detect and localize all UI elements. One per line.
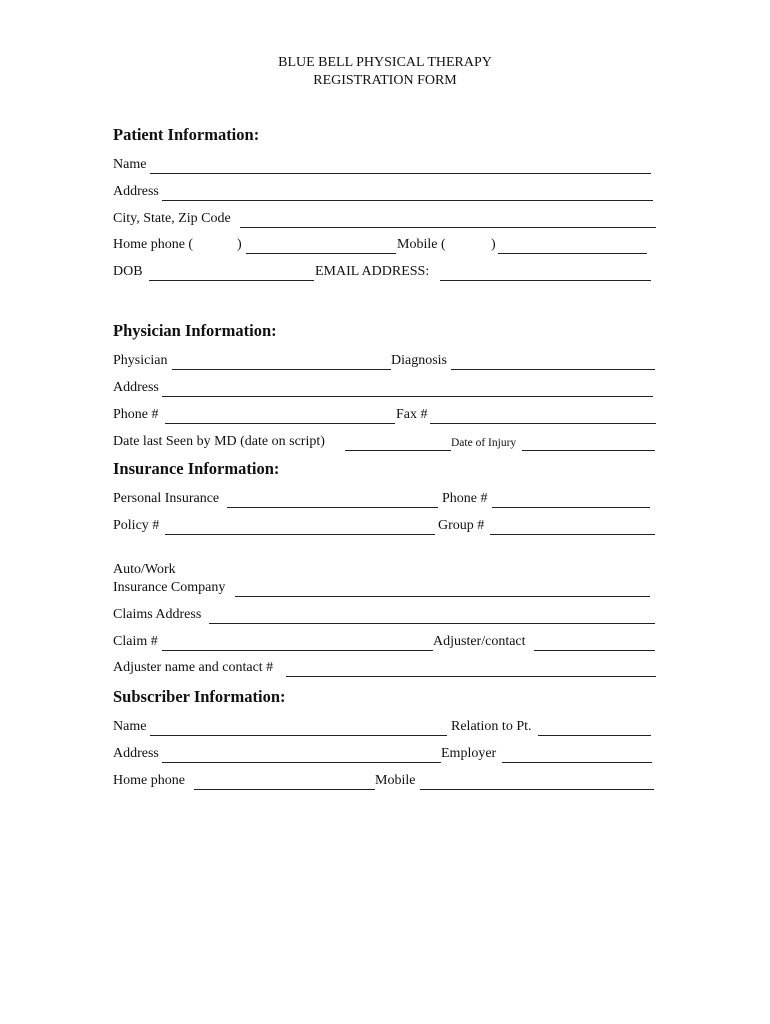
patient-home-phone-field[interactable]: [246, 253, 396, 254]
policy-label: Policy #: [113, 518, 160, 533]
patient-dob-label: DOB: [113, 264, 143, 279]
injury-date-field[interactable]: [522, 450, 655, 451]
diagnosis-field[interactable]: [451, 369, 655, 370]
physician-address-label: Address: [113, 380, 159, 395]
adjuster-contact-label: Adjuster/contact: [433, 634, 526, 649]
employer-label: Employer: [441, 746, 497, 761]
personal-insurance-field[interactable]: [227, 507, 438, 508]
relation-label: Relation to Pt.: [451, 719, 532, 734]
adjuster-name-field[interactable]: [286, 676, 656, 677]
patient-mobile-field[interactable]: [498, 253, 647, 254]
subscriber-name-field[interactable]: [150, 735, 447, 736]
adjuster-name-label: Adjuster name and contact #: [113, 660, 274, 675]
subscriber-section-heading: Subscriber Information:: [113, 687, 286, 706]
patient-home-phone-label: Home phone (: [113, 237, 194, 252]
policy-field[interactable]: [165, 534, 435, 535]
relation-field[interactable]: [538, 735, 651, 736]
physician-fax-field[interactable]: [430, 423, 656, 424]
group-label: Group #: [438, 518, 485, 533]
last-seen-field[interactable]: [345, 450, 451, 451]
claim-label: Claim #: [113, 634, 158, 649]
adjuster-contact-field[interactable]: [534, 650, 655, 651]
physician-fax-label: Fax #: [396, 407, 428, 422]
physician-phone-field[interactable]: [165, 423, 395, 424]
subscriber-mobile-label: Mobile: [375, 773, 416, 788]
subscriber-home-phone-label: Home phone: [113, 773, 185, 788]
physician-address-field[interactable]: [162, 396, 653, 397]
physician-field[interactable]: [172, 369, 391, 370]
insurance-phone-field[interactable]: [492, 507, 650, 508]
patient-home-phone-paren: ): [237, 237, 242, 252]
patient-email-field[interactable]: [440, 280, 651, 281]
subscriber-mobile-field[interactable]: [420, 789, 654, 790]
patient-name-field[interactable]: [150, 173, 651, 174]
form-title: REGISTRATION FORM: [313, 73, 457, 88]
insurance-section-heading: Insurance Information:: [113, 459, 280, 478]
claims-address-field[interactable]: [209, 623, 655, 624]
patient-mobile-label: Mobile (: [397, 237, 446, 252]
insurance-company-label: Insurance Company: [113, 580, 226, 595]
subscriber-address-field[interactable]: [162, 762, 441, 763]
patient-email-label: EMAIL ADDRESS:: [315, 264, 430, 279]
group-field[interactable]: [490, 534, 655, 535]
claim-field[interactable]: [162, 650, 433, 651]
form-org-title: BLUE BELL PHYSICAL THERAPY: [278, 55, 492, 70]
personal-insurance-label: Personal Insurance: [113, 491, 220, 506]
patient-city-label: City, State, Zip Code: [113, 211, 231, 226]
employer-field[interactable]: [502, 762, 652, 763]
physician-section-heading: Physician Information:: [113, 321, 277, 340]
subscriber-name-label: Name: [113, 719, 147, 734]
patient-address-label: Address: [113, 184, 159, 199]
diagnosis-label: Diagnosis: [391, 353, 447, 368]
injury-date-label: Date of Injury: [451, 437, 517, 449]
physician-label: Physician: [113, 353, 168, 368]
insurance-company-field[interactable]: [235, 596, 650, 597]
patient-section-heading: Patient Information:: [113, 125, 260, 144]
auto-work-label: Auto/Work: [113, 562, 176, 577]
last-seen-label: Date last Seen by MD (date on script): [113, 434, 325, 449]
patient-city-field[interactable]: [240, 227, 656, 228]
subscriber-address-label: Address: [113, 746, 159, 761]
subscriber-home-phone-field[interactable]: [194, 789, 375, 790]
insurance-phone-label: Phone #: [442, 491, 488, 506]
patient-name-label: Name: [113, 157, 147, 172]
physician-phone-label: Phone #: [113, 407, 159, 422]
claims-address-label: Claims Address: [113, 607, 202, 622]
patient-address-field[interactable]: [162, 200, 653, 201]
patient-dob-field[interactable]: [149, 280, 314, 281]
patient-mobile-paren: ): [491, 237, 496, 252]
